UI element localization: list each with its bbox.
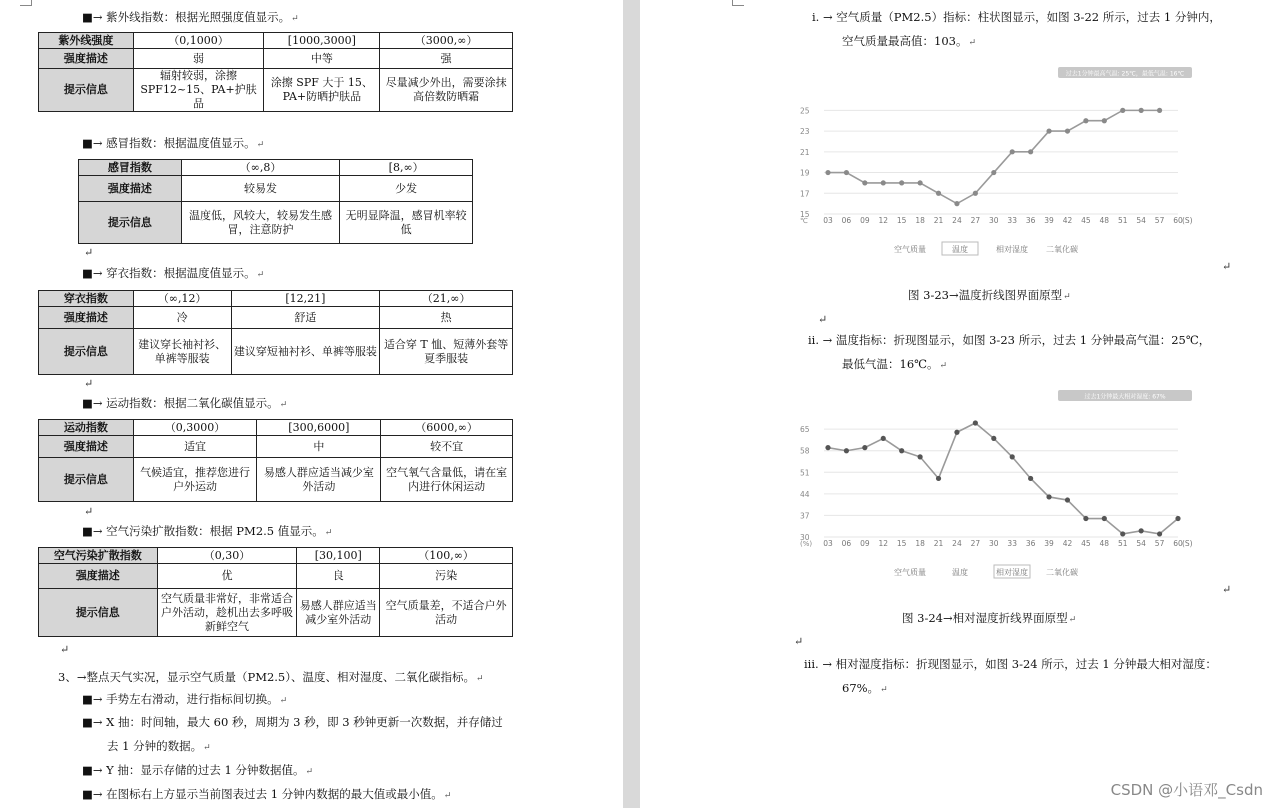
x-tick-label: 12 bbox=[878, 539, 889, 548]
table-cell: 尽量减少外出，需要涂抹高倍数防晒霜 bbox=[380, 69, 513, 112]
table-cell: 弱 bbox=[133, 49, 264, 69]
y-tick-label: 37 bbox=[800, 511, 810, 521]
table-cell: [12,21] bbox=[231, 291, 380, 307]
table-cell: 辐射较弱，涂擦SPF12~15、PA+护肤品 bbox=[133, 69, 264, 112]
page-corner-mark bbox=[20, 0, 32, 6]
chart-tab: 相对湿度 bbox=[996, 245, 1028, 254]
paragraph-mark: ↵ bbox=[60, 643, 70, 656]
x-tick-label: 42 bbox=[1062, 539, 1073, 548]
uv-heading: ■→ 紫外线指数：根据光照强度值显示。↵ bbox=[82, 10, 299, 24]
table-cell: 提示信息 bbox=[39, 329, 134, 375]
x-tick-label: 09 bbox=[860, 539, 870, 548]
table-cell: 较不宜 bbox=[381, 436, 513, 458]
data-point bbox=[918, 454, 923, 459]
data-point bbox=[1065, 497, 1070, 502]
item-i-line2: 空气质量最高值：103。↵ bbox=[842, 34, 976, 48]
data-point bbox=[1102, 516, 1107, 521]
item-i-line1: i. → 空气质量（PM2.5）指标：柱状图显示，如图 3-22 所示，过去 1 分钟内， bbox=[812, 10, 1221, 24]
x-tick-label: 39 bbox=[1044, 216, 1054, 225]
x-tick-label: 24 bbox=[952, 216, 962, 225]
data-point bbox=[881, 180, 886, 185]
data-point bbox=[862, 180, 867, 185]
x-tick-label: 27 bbox=[970, 216, 981, 225]
data-point bbox=[973, 420, 978, 425]
table-cell: 温度低，风较大，较易发生感冒，注意防护 bbox=[181, 202, 340, 244]
x-tick-label: 15 bbox=[896, 539, 907, 548]
y-tick-label: 44 bbox=[800, 489, 810, 499]
y-tick-label: 19 bbox=[800, 168, 810, 178]
table-cell: 涂擦 SPF 大于 15、PA+防晒护肤品 bbox=[264, 69, 380, 112]
x-tick-label: 54 bbox=[1136, 539, 1146, 548]
table-cell: 空气质量非常好，非常适合户外活动，趁机出去多呼吸新鲜空气 bbox=[157, 589, 297, 637]
page-gutter bbox=[623, 0, 640, 808]
x-unit-label: (S) bbox=[1182, 216, 1193, 225]
data-point bbox=[936, 191, 941, 196]
item-iii-line1: iii. → 相对湿度指标：折现图显示，如图 3-24 所示，过去 1 分钟最大相对湿度： bbox=[804, 657, 1217, 671]
x-tick-label: 39 bbox=[1044, 539, 1054, 548]
data-point bbox=[1065, 128, 1070, 133]
table-cell: 较易发 bbox=[181, 176, 340, 202]
paragraph-mark: ↵ bbox=[1222, 583, 1232, 596]
table-cell: 中 bbox=[257, 436, 381, 458]
table-cell: 强度描述 bbox=[39, 564, 158, 589]
chart-tab: 温度 bbox=[952, 245, 968, 254]
table-cell: 空气质量差，不适合户外活动 bbox=[380, 589, 513, 637]
paragraph-mark: ↵ bbox=[1222, 260, 1232, 273]
data-point bbox=[918, 180, 923, 185]
table-cell: 良 bbox=[297, 564, 380, 589]
table-cell: 紫外线强度 bbox=[39, 33, 134, 49]
table-cell: 提示信息 bbox=[79, 202, 182, 244]
x-tick-label: 60 bbox=[1173, 539, 1183, 548]
x-tick-label: 48 bbox=[1099, 216, 1110, 225]
item-3: 3、→整点天气实况，显示空气质量（PM2.5）、温度、相对湿度、二氧化碳指标。↵ bbox=[58, 670, 484, 684]
data-point bbox=[844, 170, 849, 175]
table-cell: 强度描述 bbox=[39, 436, 134, 458]
y-tick-label: 51 bbox=[800, 468, 810, 478]
paragraph-mark: ↵ bbox=[794, 635, 804, 648]
y-tick-label: 25 bbox=[800, 106, 810, 116]
dress-table bbox=[38, 290, 513, 375]
bullet-x-axis: ■→ X 抽：时间轴，最大 60 秒，周期为 3 秒，即 3 秒钟更新一次数据，并存储过 bbox=[82, 715, 503, 729]
data-point bbox=[1139, 108, 1144, 113]
x-tick-label: 21 bbox=[933, 216, 944, 225]
figure-3-23-caption: 图 3-23→温度折线图界面原型↵ bbox=[908, 288, 1071, 302]
page-corner-mark bbox=[732, 0, 744, 6]
table-cell: （0,1000） bbox=[133, 33, 264, 49]
paragraph-mark: ↵ bbox=[84, 246, 94, 259]
table-cell: 建议穿长袖衬衫、单裤等服装 bbox=[133, 329, 231, 375]
x-tick-label: 33 bbox=[1007, 539, 1017, 548]
y-tick-label: 17 bbox=[800, 189, 810, 199]
data-point bbox=[1139, 528, 1144, 533]
temperature-line-chart bbox=[790, 62, 1220, 262]
data-point bbox=[1175, 516, 1180, 521]
x-tick-label: 60 bbox=[1173, 216, 1183, 225]
x-tick-label: 30 bbox=[989, 216, 999, 225]
sport-table bbox=[38, 419, 513, 502]
sport-heading: ■→ 运动指数：根据二氧化碳值显示。↵ bbox=[82, 396, 288, 410]
chart-tab: 空气质量 bbox=[894, 568, 926, 577]
pollution-heading: ■→ 空气污染扩散指数：根据 PM2.5 值显示。↵ bbox=[82, 524, 333, 538]
table-cell: 易感人群应适当减少室外活动 bbox=[297, 589, 380, 637]
data-point bbox=[844, 448, 849, 453]
x-tick-label: 21 bbox=[933, 539, 944, 548]
data-point bbox=[954, 430, 959, 435]
table-cell: 冷 bbox=[133, 307, 231, 329]
data-point bbox=[1046, 494, 1051, 499]
humidity-line-chart bbox=[790, 385, 1220, 585]
bullet-x-axis-cont: 去 1 分钟的数据。↵ bbox=[107, 739, 211, 753]
table-cell: 中等 bbox=[264, 49, 380, 69]
x-tick-label: 06 bbox=[841, 539, 852, 548]
table-cell: （0,30） bbox=[157, 548, 297, 564]
table-cell: 热 bbox=[380, 307, 513, 329]
table-cell: 适合穿 T 恤、短薄外套等夏季服装 bbox=[380, 329, 513, 375]
dress-heading: ■→ 穿衣指数：根据温度值显示。↵ bbox=[82, 266, 265, 280]
table-cell: 舒适 bbox=[231, 307, 380, 329]
y-tick-label: 15 bbox=[800, 210, 810, 219]
x-tick-label: 24 bbox=[952, 539, 962, 548]
item-iii-line2: 67%。↵ bbox=[842, 681, 888, 695]
table-cell: 无明显降温，感冒机率较低 bbox=[340, 202, 473, 244]
x-tick-label: 09 bbox=[860, 216, 870, 225]
table-cell: （3000,∞） bbox=[380, 33, 513, 49]
y-tick-label: 23 bbox=[800, 127, 810, 137]
table-cell: [8,∞） bbox=[340, 160, 473, 176]
x-tick-label: 57 bbox=[1154, 539, 1165, 548]
table-cell: 污染 bbox=[380, 564, 513, 589]
paragraph-mark: ↵ bbox=[818, 313, 828, 326]
item-ii-line2: 最低气温：16℃。↵ bbox=[842, 357, 948, 371]
x-tick-label: 54 bbox=[1136, 216, 1146, 225]
y-tick-label: 58 bbox=[800, 446, 810, 456]
table-cell: 建议穿短袖衬衫、单裤等服装 bbox=[231, 329, 380, 375]
x-tick-label: 45 bbox=[1081, 539, 1091, 548]
x-unit-label: (S) bbox=[1182, 539, 1193, 548]
table-cell: [1000,3000] bbox=[264, 33, 380, 49]
data-point bbox=[1120, 108, 1125, 113]
data-point bbox=[936, 476, 941, 481]
x-tick-label: 03 bbox=[823, 216, 833, 225]
x-tick-label: 27 bbox=[970, 539, 981, 548]
badge-text: 过去1分钟最大相对湿度: 67% bbox=[1084, 393, 1166, 401]
data-point bbox=[1046, 128, 1051, 133]
right-page bbox=[640, 0, 1279, 808]
data-point bbox=[1102, 118, 1107, 123]
table-cell: 强 bbox=[380, 49, 513, 69]
cold-table bbox=[78, 159, 473, 244]
figure-3-24-caption: 图 3-24→相对湿度折线界面原型↵ bbox=[902, 611, 1077, 625]
table-cell: 强度描述 bbox=[79, 176, 182, 202]
bullet-swipe: ■→ 手势左右滑动，进行指标间切换。↵ bbox=[82, 692, 288, 706]
x-tick-label: 42 bbox=[1062, 216, 1073, 225]
table-cell: （0,3000） bbox=[133, 420, 257, 436]
x-tick-label: 51 bbox=[1117, 539, 1128, 548]
y-tick-label: 30 bbox=[800, 533, 810, 542]
item-ii-line1: ii. → 温度指标：折现图显示，如图 3-23 所示，过去 1 分钟最高气温：25℃， bbox=[808, 333, 1211, 347]
table-cell: 强度描述 bbox=[39, 307, 134, 329]
table-cell: （∞,12） bbox=[133, 291, 231, 307]
y-unit-label: (%) bbox=[800, 540, 813, 548]
left-page bbox=[0, 0, 623, 808]
y-tick-label: 65 bbox=[800, 425, 810, 435]
table-cell: 少发 bbox=[340, 176, 473, 202]
table-cell: 适宜 bbox=[133, 436, 257, 458]
data-point bbox=[1028, 149, 1033, 154]
series-line bbox=[828, 110, 1160, 203]
data-point bbox=[1120, 531, 1125, 536]
table-cell: （100,∞） bbox=[380, 548, 513, 564]
data-point bbox=[825, 445, 830, 450]
x-tick-label: 33 bbox=[1007, 216, 1017, 225]
uv-table bbox=[38, 32, 513, 112]
pollution-table bbox=[38, 547, 513, 637]
data-point bbox=[991, 436, 996, 441]
table-cell: （21,∞） bbox=[380, 291, 513, 307]
x-tick-label: 51 bbox=[1117, 216, 1128, 225]
table-cell: 易感人群应适当减少室外活动 bbox=[257, 458, 381, 502]
bullet-max-min: ■→ 在图标右上方显示当前图表过去 1 分钟内数据的最大值或最小值。↵ bbox=[82, 787, 452, 801]
data-point bbox=[1028, 476, 1033, 481]
data-point bbox=[899, 180, 904, 185]
table-cell: [30,100] bbox=[297, 548, 380, 564]
y-tick-label: 21 bbox=[800, 147, 810, 157]
data-point bbox=[973, 191, 978, 196]
data-point bbox=[1157, 531, 1162, 536]
table-cell: 空气氧气含量低，请在室内进行休闲运动 bbox=[381, 458, 513, 502]
series-line bbox=[828, 423, 1178, 534]
x-tick-label: 12 bbox=[878, 216, 889, 225]
data-point bbox=[991, 170, 996, 175]
x-tick-label: 45 bbox=[1081, 216, 1091, 225]
table-cell: 优 bbox=[157, 564, 297, 589]
data-point bbox=[1083, 118, 1088, 123]
table-cell: 气候适宜，推荐您进行户外运动 bbox=[133, 458, 257, 502]
data-point bbox=[1010, 149, 1015, 154]
chart-tab: 相对湿度 bbox=[996, 568, 1028, 577]
table-cell: 强度描述 bbox=[39, 49, 134, 69]
x-tick-label: 18 bbox=[915, 539, 925, 548]
chart-tab: 空气质量 bbox=[894, 245, 926, 254]
x-tick-label: 30 bbox=[989, 539, 999, 548]
table-cell: （∞,8） bbox=[181, 160, 340, 176]
chart-tab: 二氧化碳 bbox=[1046, 245, 1078, 254]
cold-heading: ■→ 感冒指数：根据温度值显示。↵ bbox=[82, 136, 265, 150]
watermark: CSDN @小语邓_Csdn bbox=[1110, 781, 1263, 799]
chart-tab: 温度 bbox=[952, 568, 968, 577]
data-point bbox=[881, 436, 886, 441]
data-point bbox=[1157, 108, 1162, 113]
bullet-y-axis: ■→ Y 抽：显示存储的过去 1 分钟数据值。↵ bbox=[82, 763, 314, 777]
table-cell: [300,6000] bbox=[257, 420, 381, 436]
x-tick-label: 06 bbox=[841, 216, 852, 225]
data-point bbox=[825, 170, 830, 175]
table-cell: 感冒指数 bbox=[79, 160, 182, 176]
y-unit-label: ℃ bbox=[800, 217, 808, 225]
table-cell: （6000,∞） bbox=[381, 420, 513, 436]
x-tick-label: 48 bbox=[1099, 539, 1110, 548]
x-tick-label: 36 bbox=[1025, 216, 1036, 225]
table-cell: 提示信息 bbox=[39, 69, 134, 112]
table-cell: 提示信息 bbox=[39, 589, 158, 637]
x-tick-label: 03 bbox=[823, 539, 833, 548]
table-cell: 提示信息 bbox=[39, 458, 134, 502]
data-point bbox=[899, 448, 904, 453]
x-tick-label: 18 bbox=[915, 216, 925, 225]
data-point bbox=[954, 201, 959, 206]
x-tick-label: 36 bbox=[1025, 539, 1036, 548]
data-point bbox=[1010, 454, 1015, 459]
data-point bbox=[862, 445, 867, 450]
table-cell: 空气污染扩散指数 bbox=[39, 548, 158, 564]
table-cell: 穿衣指数 bbox=[39, 291, 134, 307]
x-tick-label: 57 bbox=[1154, 216, 1165, 225]
paragraph-mark: ↵ bbox=[84, 377, 94, 390]
badge-text: 过去1分钟最高气温: 25℃，最低气温: 16℃ bbox=[1065, 70, 1185, 78]
chart-tab: 二氧化碳 bbox=[1046, 568, 1078, 577]
x-tick-label: 15 bbox=[896, 216, 907, 225]
paragraph-mark: ↵ bbox=[84, 505, 94, 518]
data-point bbox=[1083, 516, 1088, 521]
table-cell: 运动指数 bbox=[39, 420, 134, 436]
